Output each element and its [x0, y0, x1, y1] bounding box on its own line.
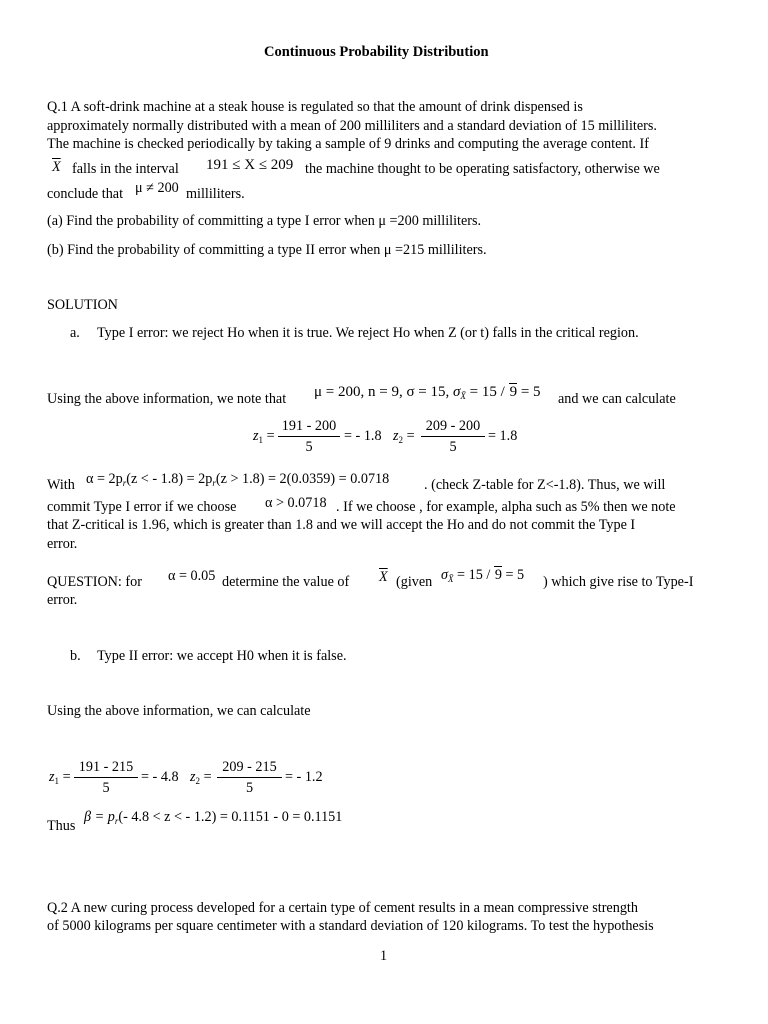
check-z-table: . (check Z-table for Z<-1.8). Thus, we will	[424, 477, 666, 493]
commit-type1-b: . If we choose , for example, alpha such as 5% then we note	[336, 499, 676, 515]
mu-not-equal-expression: μ ≠ 200	[135, 180, 179, 196]
commit-type1-a: commit Type I error if we choose	[47, 499, 237, 515]
with-label: With	[47, 477, 75, 493]
q1-line-3: The machine is checked periodically by taking a sample of 9 drinks and computing the average content. If	[47, 136, 649, 152]
q1-line-5b: milliliters.	[186, 186, 245, 202]
question-text-e: error.	[47, 592, 78, 608]
page-number: 1	[380, 948, 388, 964]
z1-label-2: $z_1$ =	[49, 769, 71, 786]
solution-heading: SOLUTION	[47, 297, 118, 313]
question-text-b: determine the value of	[222, 574, 350, 590]
z1-result: = - 1.8	[344, 428, 382, 444]
q2-line-2: of 5000 kilograms per square centimeter with a standard deviation of 120 kilograms. To test the hypothesis	[47, 918, 654, 934]
z-critical-sentence: that Z-critical is 1.96, which is greater than 1.8 and we will accept the Ho and do not commit the Type I	[47, 517, 636, 533]
z1-fraction: 191 - 200 5	[278, 417, 340, 456]
question-text-d: ) which give rise to Type-I	[543, 574, 694, 590]
parameters-expression: μ = 200, n = 9, σ = 15, $\sigma_{X̄} = 15 / 9 = 5$	[314, 384, 541, 401]
z1-result-2: = - 4.8	[141, 769, 179, 785]
z2-result-2: = - 1.2	[285, 769, 323, 785]
q1-line-5a: conclude that	[47, 186, 124, 202]
q1-line-1: Q.1 A soft-drink machine at a steak house is regulated so that the amount of drink dispensed is	[47, 99, 583, 115]
question-label: QUESTION: for	[47, 574, 142, 590]
q1-line-2: approximately normally distributed with a mean of 200 milliliters and a standard deviation of 15 milliliters.	[47, 118, 657, 134]
z2-label-2: $z_2$ =	[190, 769, 212, 786]
document-title: Continuous Probability Distribution	[264, 44, 489, 60]
list-label-b: b.	[70, 648, 81, 664]
z1-fraction-2: 191 - 215 5	[74, 758, 138, 797]
z1-label: $z_1$ =	[253, 428, 275, 445]
list-label-a: a.	[70, 325, 80, 341]
z2-result: = 1.8	[488, 428, 518, 444]
z2-label: $z_2$ =	[393, 428, 415, 445]
alpha-greater-expression: α > 0.0718	[265, 495, 327, 511]
error-word: error.	[47, 536, 78, 552]
q1-line-4b: the machine thought to be operating satisfactory, otherwise we	[305, 161, 660, 177]
alpha-005-expression: α = 0.05	[168, 568, 216, 584]
sigma-xbar-expression: $\sigma_{X̄} = 15 / 9 = 5$	[441, 567, 525, 584]
alpha-expression: $\alpha = 2p_r(z$ < - $1.8) = 2p_r(z > 1.8) = 2(0.0359) = 0.0718$	[86, 471, 390, 488]
using-info-1b: and we can calculate	[558, 391, 676, 407]
type1-definition: Type I error: we reject Ho when it is true. We reject Ho when Z (or t) falls in the critical region.	[97, 325, 639, 341]
thus-label: Thus	[47, 818, 76, 834]
xbar-symbol-2: $\overline{X}$	[379, 569, 388, 585]
using-info-2: Using the above information, we can calculate	[47, 703, 311, 719]
sqrt-9: 9	[509, 384, 518, 400]
beta-expression: $\beta = p_r(-$ 4.8 < z < - 1.2) = 0.1151 - 0 = 0.1151	[84, 809, 343, 826]
using-info-1a: Using the above information, we note that	[47, 391, 287, 407]
xbar-symbol: $\overline{X}$	[52, 159, 61, 175]
z2-fraction-2: 209 - 215 5	[217, 758, 282, 797]
q1-part-a: (a) Find the probability of committing a type I error when μ =200 milliliters.	[47, 213, 482, 229]
q1-line-4a: falls in the interval	[72, 161, 179, 177]
q1-part-b: (b) Find the probability of committing a type II error when μ =215 milliliters.	[47, 242, 487, 258]
q2-line-1: Q.2 A new curing process developed for a certain type of cement results in a mean compressive strength	[47, 900, 638, 916]
interval-expression: 191 ≤ X ≤ 209	[206, 157, 294, 173]
z2-fraction: 209 - 200 5	[421, 417, 485, 456]
type2-definition: Type II error: we accept H0 when it is false.	[97, 648, 347, 664]
question-text-c: (given	[396, 574, 433, 590]
